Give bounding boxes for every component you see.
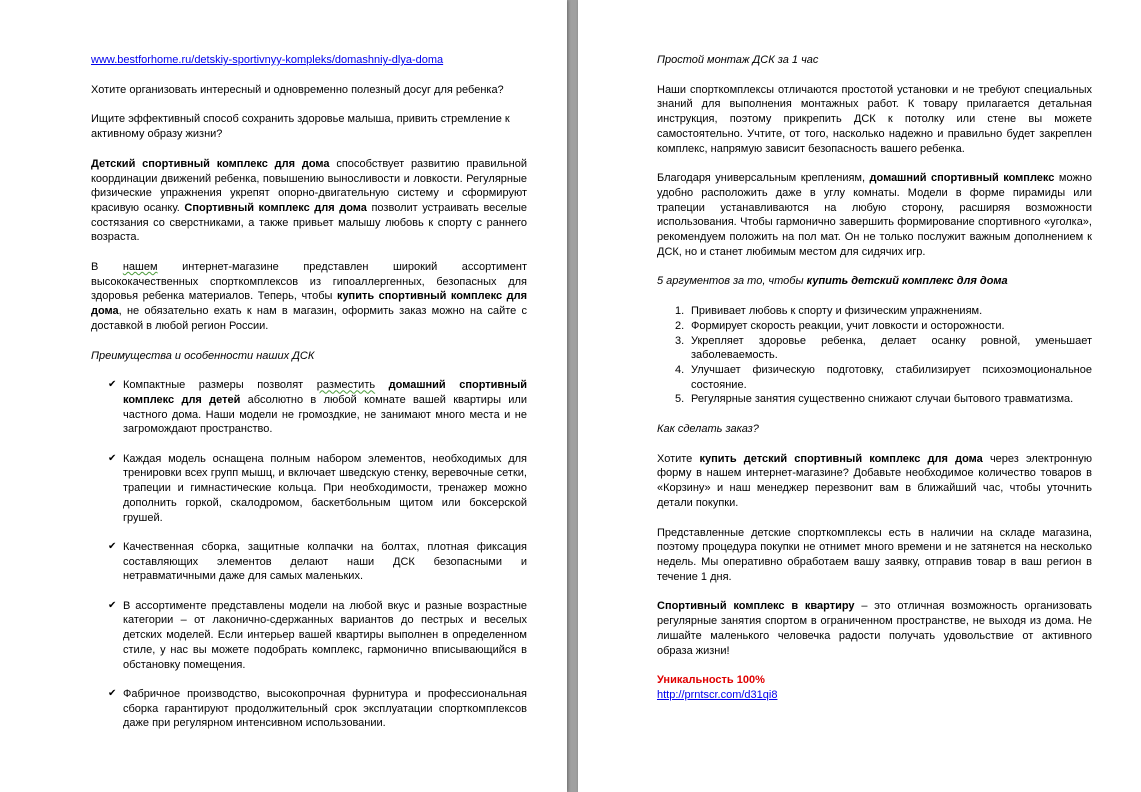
list-number: 2. bbox=[675, 319, 685, 332]
list-item bbox=[91, 540, 527, 584]
text-run: абсолютно в любой комнате вашей квартиры или частного дома. Наши модели не громоздкие, не занимают много места и не загромождают пространство. bbox=[123, 393, 527, 436]
text-run: через электронную форму в нашем интернет-магазине? Добавьте необходимое количество товаров в «Корзину» и наш менеджер перезвонит вам в ближайший час, чтобы уточнить детали покупки. bbox=[657, 452, 1093, 509]
text-run: В ассортименте представлены модели на любой вкус и разные возрастные категории – от лаконично-сдержанных вариантов до пестрых и веселых детских моделей. Если интерьер вашей квартиры выполнен в определенном стиле, у нас вы можете подобрать комплекс, гармонично вписывающийся в обстановку помещения. bbox=[123, 599, 527, 671]
advantages-list bbox=[91, 378, 527, 731]
section-heading-advantages: Преимущества и особенности наших ДСК bbox=[91, 349, 315, 362]
text-run: Каждая модель оснащена полным набором элементов, необходимых для тренировки всех групп мышц, и включает шведскую стенку, веревочные сетки, трапеции и гимнастические кольца. При необходимости, тренажер можно дополнить горкой, скалодромом, баскетбольным щитом или боксерской грушей. bbox=[123, 452, 527, 524]
arguments-list bbox=[657, 304, 1092, 407]
checkmark-icon: ✔ bbox=[108, 599, 117, 611]
text-run: , не обязательно ехать к нам в магазин, оформить заказ можно на сайте с доставкой в любой регион России. bbox=[91, 305, 527, 332]
list-item bbox=[657, 319, 1092, 334]
screenshot-link[interactable]: http://prntscr.com/d31qi8 bbox=[657, 688, 778, 701]
page-2 bbox=[578, 0, 1141, 792]
checkmark-icon: ✔ bbox=[108, 379, 117, 391]
text-run: Фабричное производство, высокопрочная фурнитура и профессиональная сборка гарантируют продолжительный срок эксплуатации спорткомплексов даже при регулярном интенсивном использовании. bbox=[123, 687, 527, 730]
list-item-text: Регулярные занятия существенно снижают случаи бытового травматизма. bbox=[691, 393, 1074, 406]
list-item bbox=[91, 687, 527, 731]
list-number: 1. bbox=[675, 305, 685, 318]
checkmark-icon: ✔ bbox=[108, 452, 117, 464]
text-run: 5 аргументов за то, чтобы bbox=[657, 275, 807, 288]
list-item bbox=[91, 452, 527, 526]
list-item bbox=[657, 392, 1092, 407]
list-item bbox=[91, 378, 527, 437]
text-run: – это отличная возможность организовать регулярные занятия спортом в ограниченном пространстве, не выходя из дома. Не лишайте маленького человечка радости получать удовольствие от активного образа жизни! bbox=[657, 600, 1093, 657]
source-url-link[interactable]: www.bestforhome.ru/detskiy-sportivnyy-kompleks/domashniy-dlya-doma bbox=[91, 54, 444, 66]
paragraph-delivery: Представленные детские спорткомплексы есть в наличии на складе магазина, поэтому процедура покупки не отнимет много времени и не затянется на несколько недель. Мы оперативно обработаем вашу заявку, отправив товар в ваш регион в течение 1 дня. bbox=[657, 526, 1092, 583]
list-number: 5. bbox=[675, 393, 685, 406]
paragraph-placement bbox=[657, 171, 1092, 259]
text-run: Благодаря универсальным креплениям, bbox=[657, 172, 870, 185]
bold-keyword: купить детский комплекс для дома bbox=[806, 275, 1008, 288]
list-item bbox=[91, 599, 527, 673]
list-item-text: Прививает любовь к спорту и физическим упражнениям. bbox=[691, 305, 983, 318]
list-item-text: Формирует скорость реакции, учит ловкости и осторожности. bbox=[691, 319, 1005, 332]
paragraph-order bbox=[657, 452, 1092, 511]
text-run bbox=[375, 379, 389, 391]
list-item bbox=[657, 304, 1092, 319]
section-heading-arguments bbox=[657, 274, 1092, 289]
page-2-content bbox=[657, 53, 1092, 703]
text-run: способствует развитию правильной координации движений ребенка, повышению выносливости и ловкости. Регулярные физические упражнения укрепят опорно-двигательную систему и сформируют красивую осанку. bbox=[91, 157, 527, 214]
intro-question-2: Ищите эффективный способ сохранить здоровье малыша, привить стремление к активному образу жизни? bbox=[91, 113, 510, 141]
bold-keyword: Детский спортивный комплекс для дома bbox=[91, 157, 330, 170]
bold-keyword: квартиру bbox=[798, 600, 855, 613]
paragraph-mounting: Наши спорткомплексы отличаются простотой установки и не требуют специальных знаний для выполнения монтажных работ. К товару прилагается детальная инструкция, поэтому прикрепить ДСК к потолку или стене вы можете самостоятельно. Учтите, от того, насколько надежно и правильно будет закреплен комплекс, напрямую зависит безопасность вашего ребенка. bbox=[657, 83, 1092, 155]
page-1-content bbox=[91, 53, 527, 746]
section-heading-mounting: Простой монтаж ДСК за 1 час bbox=[657, 54, 819, 66]
text-run: В bbox=[91, 261, 123, 274]
list-number: 4. bbox=[675, 363, 685, 376]
checkmark-icon: ✔ bbox=[108, 687, 117, 699]
text-run: Качественная сборка, защитные колпачки на болтах, плотная фиксация составляющих элементов делают наши ДСК безопасными и нетравматичными даже для самых маленьких. bbox=[123, 540, 527, 583]
bold-keyword: домашний спортивный комплекс для детей bbox=[123, 379, 527, 406]
text-run: Компактные размеры позволят bbox=[123, 379, 317, 392]
spellcheck-word: нашем bbox=[122, 261, 158, 274]
text-run: Хотите bbox=[657, 452, 700, 465]
section-heading-order: Как сделать заказ? bbox=[657, 423, 759, 436]
bold-keyword: купить спортивный комплекс для дома bbox=[91, 290, 527, 318]
intro-question-1: Хотите организовать интересный и одновременно полезный досуг для ребенка? bbox=[91, 83, 504, 96]
checkmark-icon: ✔ bbox=[108, 540, 117, 552]
bold-keyword: Спортивный комплекс для дома bbox=[184, 201, 367, 214]
paragraph-conclusion bbox=[657, 599, 1092, 658]
bold-keyword: купить детский спортивный комплекс для дома bbox=[699, 452, 983, 465]
text-run: интернет-магазине представлен широкий ассортимент высококачественных спорткомплексов из гипоаллергенных, безопасных для здоровья ребенка материалов. Теперь, чтобы bbox=[91, 261, 527, 303]
uniqueness-label: Уникальность 100% bbox=[657, 674, 765, 687]
bold-keyword: домашний спортивный комплекс bbox=[869, 172, 1055, 185]
spellcheck-word: разместить bbox=[316, 379, 376, 392]
paragraph-store bbox=[91, 260, 527, 334]
list-item bbox=[657, 334, 1092, 363]
page-1 bbox=[0, 0, 567, 792]
bold-keyword: Спортивный комплекс в bbox=[657, 600, 799, 613]
list-item-text: Улучшает физическую подготовку, стабилизирует психоэмоциональное состояние. bbox=[691, 363, 1092, 391]
text-run: можно удобно расположить даже в углу комнаты. Модели в форме пирамиды или трапеции устанавливаются на любую сторону, расширяя возможности использования. Чтобы гармонично завершить формирование спортивного «уголка», рекомендуем положить на пол мат. Он не только послужит важным дополнением к ДСК, но и станет любимым местом для сидячих игр. bbox=[657, 172, 1092, 258]
paragraph-benefits bbox=[91, 157, 527, 245]
text-run: позволит устраивать веселые состязания со сверстниками, а также привьет малышу любовь к спорту с раннего возраста. bbox=[91, 201, 527, 244]
list-item-text: Укрепляет здоровье ребенка, делает осанку ровной, уменьшает заболеваемость. bbox=[691, 334, 1092, 362]
list-number: 3. bbox=[675, 334, 685, 347]
list-item bbox=[657, 363, 1092, 392]
